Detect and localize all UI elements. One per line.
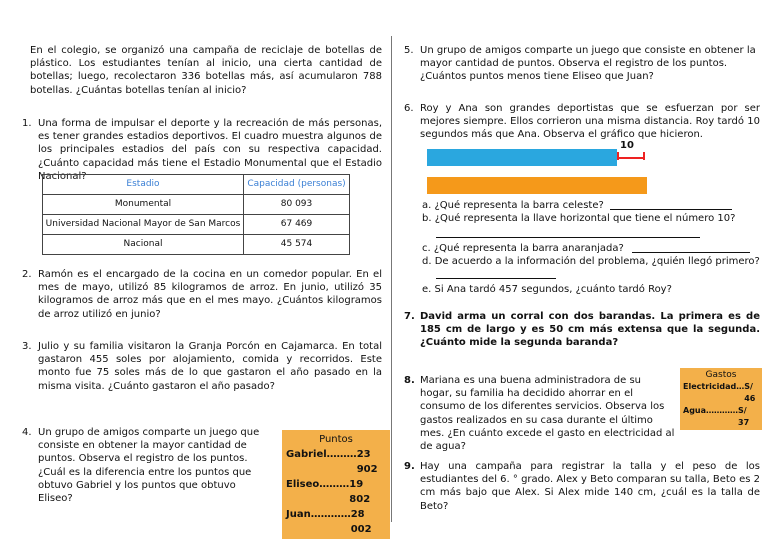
answer-line xyxy=(436,278,556,279)
points-title: Puntos xyxy=(319,434,353,445)
q6d-text: d. De acuerdo a la información del problema, ¿quién llegó primero? xyxy=(422,256,760,267)
intro-problem: En el colegio, se organizó una campaña de reciclaje de botellas de plástico. Los estudiantes tenían al inicio, una cierta cantidad de botellas; luego, recolectaron 336 botellas más, así acumularon 788 botellas. ¿Cuántas botellas tenían al inicio? xyxy=(30,45,382,96)
points-value: 28 002 xyxy=(350,509,372,535)
expenses-row xyxy=(683,405,759,429)
q2-number: 2. xyxy=(22,269,32,280)
q1-text: Una forma de impulsar el deporte y la recreación de más personas, es tener grandes estadios deportivos. El cuadro muestra algunos de los principales estadios del país con su respectiva capacidad. ¿Cuánto capacidad más tiene el Estadio Monumental que el Estadio Nacional? xyxy=(38,118,382,182)
table-cell: Monumental xyxy=(43,195,244,215)
q3-text: Julio y su familia visitaron la Granja Porcón en Cajamarca. En total gastaron 455 soles por alojamiento, comida y recorridos. Este monto fue 75 soles más de lo que gastaron el año pasado en la misma visita. ¿Cuánto gastaron el año pasado? xyxy=(38,341,382,392)
q5-text: Un grupo de amigos comparte un juego que consiste en obtener la mayor cantidad de puntos. Observa el registro de los puntos. ¿Cuántos puntos menos tiene Eliseo que Juan? xyxy=(420,45,756,83)
table-cell: Universidad Nacional Mayor de San Marcos xyxy=(43,215,244,235)
table-cell: Nacional xyxy=(43,235,244,255)
table-row xyxy=(43,195,350,215)
expenses-row xyxy=(683,381,759,405)
expense-name: Electricidad… xyxy=(683,382,745,391)
q6a-text: a. ¿Qué representa la barra celeste? xyxy=(422,200,604,211)
table-header-capacity: Capacidad (personas) xyxy=(244,175,350,195)
q5-number: 5. xyxy=(404,45,414,56)
q1-number: 1. xyxy=(22,118,32,129)
answer-line xyxy=(436,237,700,238)
q9-number: 9. xyxy=(404,461,415,472)
expenses-title: Gastos xyxy=(705,370,737,380)
q6-text: Roy y Ana son grandes deportistas que se esfuerzan por ser mejores siempre. Ellos corrieron una misma distancia. Roy tardó 10 segundos más que Ana. Observa el gráfico que hicieron. xyxy=(420,103,760,141)
horizontal-brace xyxy=(617,157,645,159)
table-header-stadium: Estadio xyxy=(43,175,244,195)
points-name: Juan………… xyxy=(286,509,351,520)
brace-label: 10 xyxy=(620,140,634,151)
expenses-box xyxy=(680,368,762,430)
q6c-text: c. ¿Qué representa la barra anaranjada? xyxy=(422,243,624,254)
points-row xyxy=(286,477,386,507)
points-row xyxy=(286,507,386,537)
q6-number: 6. xyxy=(404,103,414,114)
q8-text: Mariana es una buena administradora de su hogar, su familia ha decidido ahorrar en el consumo de los diferentes servicios. Observa los gastos realizados en su casa durante el último mes. ¿En cuánto excede el gasto en electricidad al de agua? xyxy=(420,375,675,453)
table-row xyxy=(43,215,350,235)
points-name: Gabriel……… xyxy=(286,449,357,460)
points-box xyxy=(282,430,390,539)
q6e-text: e. Si Ana tardó 457 segundos, ¿cuánto tardó Roy? xyxy=(422,284,672,295)
roy-time-bar xyxy=(427,177,647,194)
q4-number: 4. xyxy=(22,427,32,438)
expense-name: Agua………… xyxy=(683,406,739,415)
column-divider xyxy=(391,36,392,522)
expense-value: S/ 46 xyxy=(744,382,756,403)
answer-line xyxy=(610,209,732,210)
q9-text: Hay una campaña para registrar la talla y el peso de los estudiantes del 6. ° grado. Alex y Beto comparan su talla, Beto es 2 cm más bajo que Alex. Si Alex mide 140 cm, ¿cuál es la talla de Beto? xyxy=(420,461,760,512)
q7-text: David arma un corral con dos barandas. La primera es de 185 cm de largo y es 50 cm más extensa que la segunda. ¿Cuánto mide la segunda baranda? xyxy=(420,311,760,349)
q8-number: 8. xyxy=(404,375,415,386)
points-value: 23 902 xyxy=(356,449,378,475)
points-row xyxy=(286,447,386,477)
stadium-table xyxy=(42,174,350,255)
table-cell: 67 469 xyxy=(244,215,350,235)
points-value: 19 802 xyxy=(349,479,371,505)
brace-right xyxy=(643,152,645,160)
q4-text: Un grupo de amigos comparte un juego que consiste en obtener la mayor cantidad de puntos. Observa el registro de los puntos. ¿Cuál es la diferencia entre los puntos que obtuvo Gabriel y los puntos que obtuvo Eliseo? xyxy=(38,427,260,505)
q6b-text: b. ¿Qué representa la llave horizontal que tiene el número 10? xyxy=(422,213,736,224)
ana-time-bar xyxy=(427,149,617,166)
expense-value: S/ 37 xyxy=(738,406,750,427)
table-cell: 45 574 xyxy=(244,235,350,255)
q7-number: 7. xyxy=(404,311,415,322)
table-cell: 80 093 xyxy=(244,195,350,215)
table-row xyxy=(43,235,350,255)
q3-number: 3. xyxy=(22,341,32,352)
points-name: Eliseo……… xyxy=(286,479,350,490)
answer-line xyxy=(632,252,750,253)
q2-text: Ramón es el encargado de la cocina en un comedor popular. En el mes de mayo, utilizó 85 kilogramos de arroz. En junio, utilizó 35 kilogramos de arroz más que en el mes mayo. ¿Cuántos kilogramos de arroz utilizó en junio? xyxy=(38,269,382,320)
